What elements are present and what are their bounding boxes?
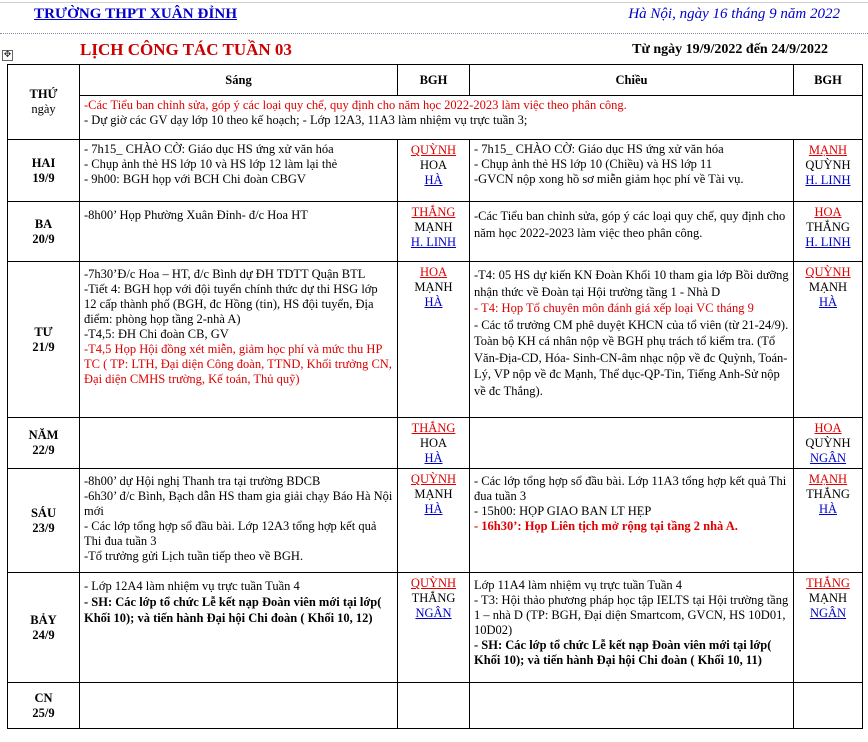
- bgh-lead: HOA: [814, 205, 842, 219]
- bgh-member-link[interactable]: NGÂN: [809, 606, 847, 620]
- bgh-member-link[interactable]: HÀ: [424, 173, 443, 187]
- task: - Các tổ trưởng CM phê duyệt KHCN của tổ viên (từ 21-24/9). Toàn bộ KH cá nhân nộp về BGH phụ trách tổ kiểm tra. (Tổ Văn-Địa-CD, Hóa- Sinh-CN-âm nhạc nộp về đc Quỳnh, Toán-Lý, VP nộp về đc Mạnh, Thể dục-QP-Tin, Tiếng Anh-Sử nộp về đc Thắng).: [474, 317, 789, 398]
- day-name: SÁU: [30, 505, 56, 520]
- afternoon-cell: [470, 573, 794, 683]
- bgh-pm-cell: [794, 573, 863, 683]
- bgh-lead: THẮNG: [411, 421, 456, 435]
- bgh-am-cell: [398, 683, 470, 729]
- afternoon-cell: [470, 683, 794, 729]
- general-line-1: -Các Tiểu ban chỉnh sửa, góp ý các loại quy chế, quy định cho năm học 2022-2023 làm việc theo phân công.: [84, 98, 627, 112]
- school-name: TRƯỜNG THPT XUÂN ĐỈNH: [34, 6, 238, 22]
- afternoon-cell: [470, 469, 794, 573]
- day-row-tue: [8, 202, 863, 262]
- task: -Tiết 4: BGH họp với đội tuyển chính thức dự thi HSG lớp 12 cấp thành phố (BGH, đc Hồng (tin), HS đội tuyển, Địa điểm: phòng họp tầng 2-nhà A): [84, 282, 378, 326]
- task: -GVCN nộp xong hồ sơ miễn giảm học phí về Tài vụ.: [474, 172, 744, 186]
- task-highlight: - 16h30’: Họp Liên tịch mở rộng tại tầng 2 nhà A.: [474, 519, 738, 533]
- bgh-member: MẠNH: [808, 280, 848, 294]
- bgh-member-link[interactable]: HÀ: [818, 502, 838, 516]
- day-row-fri: [8, 469, 863, 573]
- bgh-member: HOA: [419, 158, 448, 172]
- col-day-bottom: ngày: [31, 102, 56, 116]
- col-bgh-pm-header: BGH: [794, 65, 863, 96]
- bgh-lead: THẮNG: [806, 576, 850, 590]
- bgh-member-link[interactable]: HÀ: [424, 502, 443, 516]
- morning-cell: [80, 469, 398, 573]
- day-date: 19/9: [32, 170, 55, 185]
- task: - Chụp ảnh thẻ HS lớp 10 và HS lớp 12 làm lại thẻ: [84, 157, 338, 171]
- bgh-pm-cell: [794, 140, 863, 202]
- bgh-pm-cell: [794, 202, 863, 262]
- bgh-member: QUỲNH: [805, 436, 851, 450]
- task: - 15h00: HỌP GIAO BAN LT HẸP: [474, 504, 652, 518]
- bgh-member-link[interactable]: HÀ: [818, 295, 838, 309]
- bgh-lead: MẠNH: [808, 472, 848, 486]
- day-label: [8, 469, 80, 573]
- morning-cell: [80, 140, 398, 202]
- task: - Các lớp tổng hợp sổ đầu bài. Lớp 12A3 tổng hợp kết quả Thi đua tuần 3: [84, 519, 377, 548]
- bgh-member: QUỲNH: [805, 158, 851, 172]
- page-top-line: [0, 2, 868, 3]
- day-name: BẢY: [30, 612, 57, 627]
- morning-cell: [80, 262, 398, 418]
- task-bold: - SH: Các lớp tổ chức Lễ kết nạp Đoàn viên mới tại lớp( Khối 10); và tiến hành Đại hội Chi đoàn ( Khối 10, 11): [474, 638, 772, 667]
- col-afternoon-header: Chiều: [470, 65, 794, 96]
- day-name: NĂM: [28, 428, 59, 442]
- bgh-member-link[interactable]: H. LINH: [805, 173, 851, 187]
- day-row-wed: [8, 262, 863, 418]
- day-row-mon: [8, 140, 863, 202]
- day-name: TƯ: [34, 324, 53, 339]
- day-label: [8, 262, 80, 418]
- afternoon-cell: [470, 140, 794, 202]
- general-row: [8, 96, 863, 140]
- task: - 7h15_ CHÀO CỜ: Giáo dục HS ứng xử văn hóa: [84, 142, 334, 156]
- day-name: BA: [34, 216, 53, 231]
- task: - Chụp ảnh thẻ HS lớp 10 (Chiều) và HS lớp 11: [474, 157, 713, 171]
- bgh-am-cell: [398, 262, 470, 418]
- col-morning-header: Sáng: [80, 65, 398, 96]
- task-bold: - SH: Các lớp tổ chức Lễ kết nạp Đoàn viên mới tại lớp( Khối 10); và tiến hành Đại hội Chi đoàn ( Khối 10, 12): [84, 595, 382, 625]
- day-name: CN: [34, 690, 53, 705]
- day-row-sun: [8, 683, 863, 729]
- bgh-lead: QUỲNH: [410, 472, 457, 486]
- bgh-member: HOA: [419, 436, 448, 450]
- table-move-handle-icon[interactable]: ✥: [3, 50, 12, 60]
- bgh-am-cell: [398, 202, 470, 262]
- day-label: [8, 140, 80, 202]
- task: - Lớp 12A4 làm nhiệm vụ trực tuần Tuần 4: [84, 579, 300, 593]
- bgh-am-cell: [398, 573, 470, 683]
- day-date: 23/9: [32, 520, 55, 535]
- day-label: [8, 418, 80, 469]
- bgh-lead: QUỲNH: [410, 143, 457, 157]
- bgh-member-link[interactable]: NGÂN: [415, 606, 452, 620]
- task: -7h30’Đ/c Hoa – HT, đ/c Bình dự ĐH TDTT Quận BTL: [84, 267, 366, 281]
- task: -Các Tiểu ban chỉnh sửa, góp ý các loại quy chế, quy định cho năm học 2022-2023 làm việc theo phân công.: [474, 209, 786, 240]
- date-range: Từ ngày 19/9/2022 đến 24/9/2022: [632, 42, 828, 57]
- col-day-header: [8, 65, 80, 140]
- morning-cell: [80, 202, 398, 262]
- bgh-member: MẠNH: [414, 220, 453, 234]
- bgh-member: MẠNH: [808, 591, 848, 605]
- header-row: [8, 65, 863, 96]
- general-notes: [80, 96, 794, 140]
- bgh-lead: HOA: [419, 265, 448, 279]
- task: -Tổ trưởng gửi Lịch tuần tiếp theo về BGH.: [84, 549, 304, 563]
- morning-cell: [80, 573, 398, 683]
- task-highlight: -T4,5 Họp Hội đồng xét miễn, giảm học phí và mức thu HP TC ( TP: LTH, Đại diện Công đoàn, TTND, Khối trưởng CN, Đại diện CMHS trường, Kế toán, Thủ quỹ): [84, 342, 392, 386]
- bgh-lead: QUỲNH: [805, 265, 851, 279]
- task: - 7h15_ CHÀO CỜ: Giáo dục HS ứng xử văn hóa: [474, 142, 724, 156]
- header-separator: [0, 33, 868, 34]
- day-row-thu: [8, 418, 863, 469]
- day-name: HAI: [31, 155, 56, 170]
- task: - T3: Hội thảo phương pháp học tập IELTS tại Hội trường tầng 1 – nhà D (TP: BGH, Đại diện Smartcom, GVCN, HS 10D01, 10D02): [474, 593, 789, 637]
- day-label: [8, 202, 80, 262]
- afternoon-cell: [470, 202, 794, 262]
- day-date: 25/9: [32, 705, 55, 720]
- bgh-pm-cell: [794, 683, 863, 729]
- bgh-pm-cell: [794, 469, 863, 573]
- day-label: [8, 573, 80, 683]
- bgh-member-link[interactable]: HÀ: [424, 295, 443, 309]
- bgh-member-link[interactable]: HÀ: [424, 451, 443, 465]
- task: -T4,5: ĐH Chi đoàn CB, GV: [84, 327, 229, 341]
- task: Lớp 11A4 làm nhiệm vụ trực tuần Tuần 4: [474, 578, 683, 592]
- bgh-member-link[interactable]: H. LINH: [410, 235, 457, 249]
- bgh-lead: MẠNH: [808, 143, 848, 157]
- day-label: [8, 683, 80, 729]
- afternoon-cell: [470, 418, 794, 469]
- task-highlight: - T4: Họp Tổ chuyên môn đánh giá xếp loại VC tháng 9: [474, 301, 754, 315]
- bgh-am-cell: [398, 469, 470, 573]
- task: - 9h00: BGH họp với BCH Chi đoàn CBGV: [84, 172, 306, 186]
- bgh-member-link[interactable]: H. LINH: [805, 235, 851, 249]
- task: -T4: 05 HS dự kiến KN Đoàn Khối 10 tham gia lớp Bồi dưỡng nhận thức về Đoàn tại Hội trường tầng 1 - Nhà D: [474, 268, 789, 299]
- bgh-member: THẮNG: [806, 487, 850, 501]
- bgh-member: THẮNG: [806, 220, 850, 234]
- day-date: 24/9: [32, 627, 55, 642]
- general-line-2: - Dự giờ các GV dạy lớp 10 theo kế hoạch; - Lớp 12A3, 11A3 làm nhiệm vụ trực tuần 3;: [84, 113, 528, 127]
- task: -6h30’ đ/c Bình, Bạch dẫn HS tham gia giải chạy Báo Hà Nội mới: [84, 489, 393, 518]
- bgh-pm-cell: [794, 418, 863, 469]
- task: - Các lớp tổng hợp sổ đầu bài. Lớp 11A3 tổng hợp kết quả Thi đua tuần 3: [474, 474, 787, 503]
- bgh-am-cell: [398, 140, 470, 202]
- bgh-member: THẮNG: [411, 591, 456, 605]
- task: -8h00’ dự Hội nghị Thanh tra tại trường BDCB: [84, 474, 321, 488]
- day-date: 21/9: [32, 339, 55, 354]
- bgh-lead: THẮNG: [411, 205, 456, 219]
- bgh-lead: QUỲNH: [410, 576, 457, 590]
- morning-cell: [80, 418, 398, 469]
- col-bgh-am-header: BGH: [398, 65, 470, 96]
- day-date: 22/9: [32, 443, 55, 457]
- bgh-am-cell: [398, 418, 470, 469]
- morning-cell: [80, 683, 398, 729]
- bgh-member: MẠNH: [414, 487, 453, 501]
- schedule-title: LỊCH CÔNG TÁC TUẦN 03: [80, 40, 292, 59]
- col-day-top: THỨ: [29, 87, 58, 101]
- day-date: 20/9: [32, 231, 55, 246]
- bgh-member-link[interactable]: NGÂN: [809, 451, 847, 465]
- day-row-sat: [8, 573, 863, 683]
- bgh-lead: HOA: [814, 421, 842, 435]
- afternoon-cell: [470, 262, 794, 418]
- date-line: Hà Nội, ngày 16 tháng 9 năm 2022: [628, 6, 840, 22]
- task: -8h00’ Họp Phường Xuân Đỉnh- đ/c Hoa HT: [84, 208, 308, 222]
- bgh-member: MẠNH: [414, 280, 453, 294]
- bgh-pm-cell: [794, 262, 863, 418]
- general-afternoon-empty: [794, 96, 863, 140]
- schedule-table: [7, 64, 863, 729]
